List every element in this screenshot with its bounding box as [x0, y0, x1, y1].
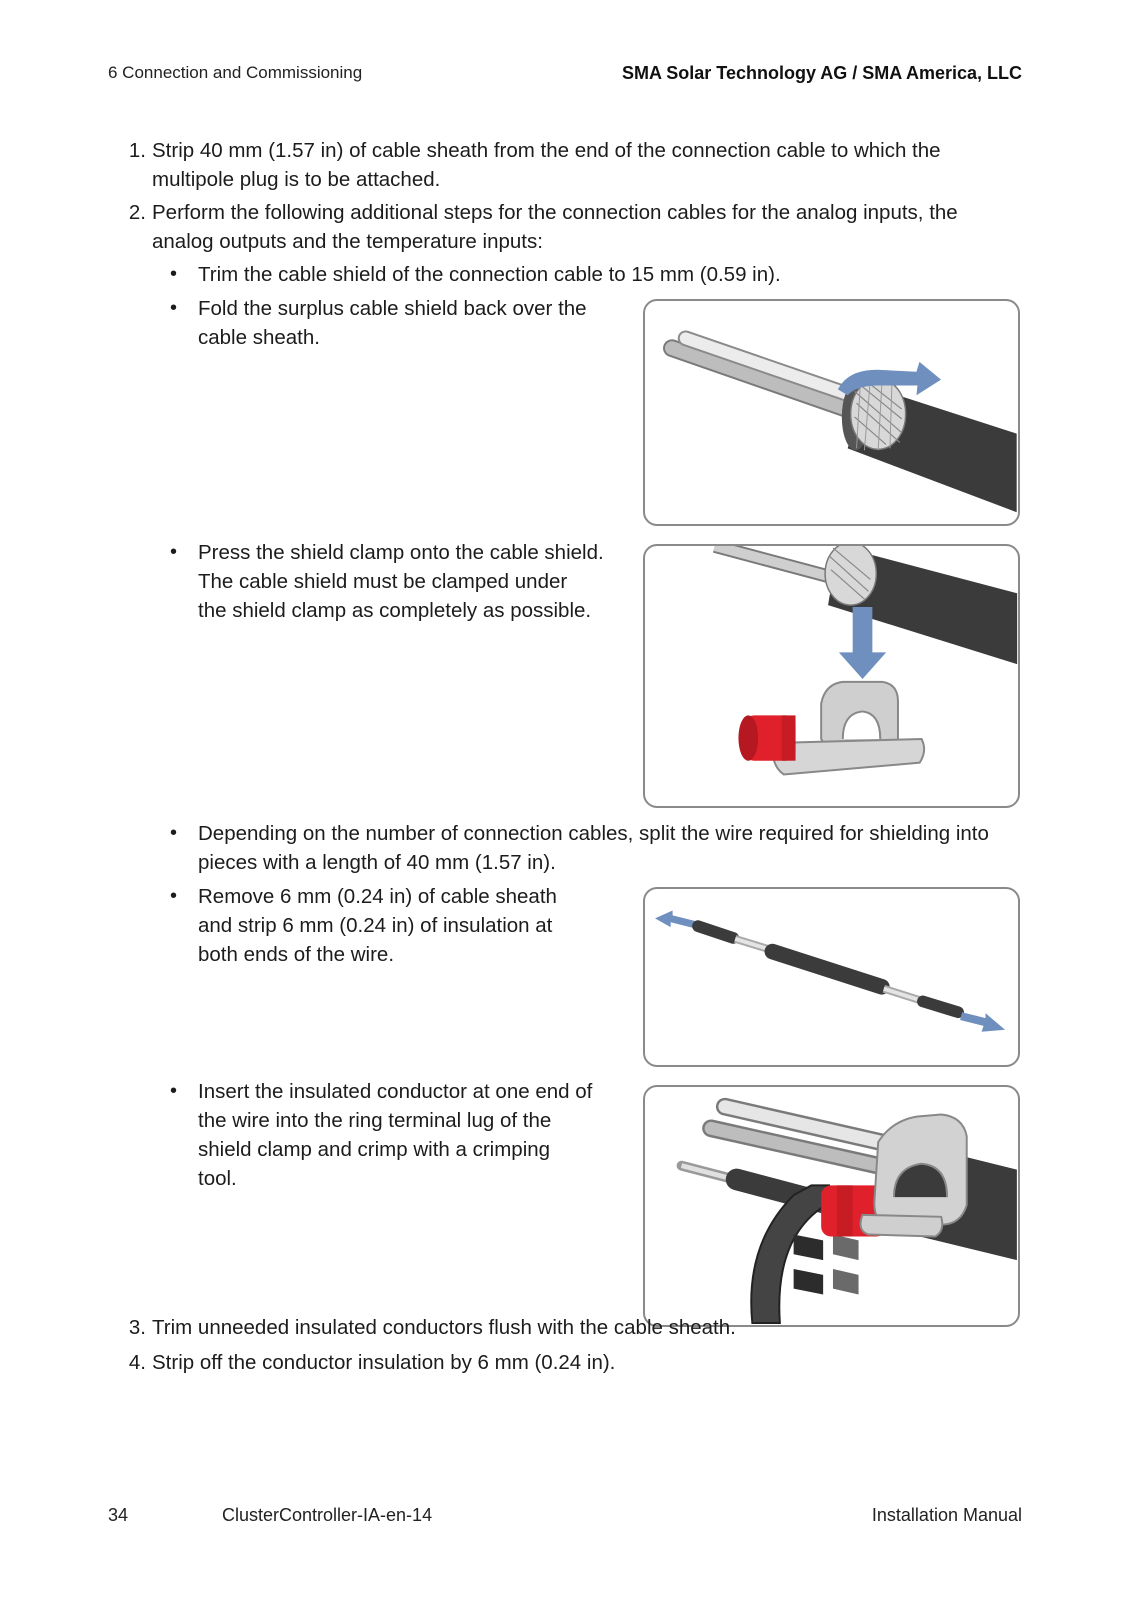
bullet-marker: • — [170, 263, 178, 285]
step-3-number: 3. — [128, 1316, 146, 1339]
header-company-name: SMA Solar Technology AG / SMA America, LLC — [621, 63, 1022, 83]
figure-fold-shield — [643, 299, 1020, 526]
press-clamp-illustration — [645, 546, 1018, 806]
substep-trim-shield: Trim the cable shield of the connection cable to 15 mm (0.59 in). — [198, 263, 781, 286]
header-section-title: 6 Connection and Commissioning — [108, 63, 363, 82]
step-4-text: Strip off the conductor insulation by 6 mm (0.24 in). — [152, 1351, 616, 1374]
bullet-marker: • — [170, 822, 178, 844]
step-1-text: Strip 40 mm (1.57 in) of cable sheath from the end of the connection cable to which the multipole plug is to be attached. — [152, 139, 941, 191]
bullet-marker: • — [170, 541, 178, 563]
figure-strip-wire — [643, 887, 1020, 1067]
strip-wire-illustration — [645, 889, 1018, 1065]
footer-document-id: ClusterController-IA-en-14 — [222, 1505, 433, 1525]
substep-fold-shield: Fold the surplus cable shield back over the cable sheath. — [198, 297, 587, 349]
step-1-number: 1. — [128, 139, 146, 162]
substep-press-clamp: Press the shield clamp onto the cable shield. The cable shield must be clamped under the shield clamp as completely as possible. — [198, 541, 604, 622]
step-4-number: 4. — [128, 1351, 146, 1374]
bullet-marker: • — [170, 297, 178, 319]
substep-remove-sheath: Remove 6 mm (0.24 in) of cable sheath and strip 6 mm (0.24 in) of insulation at both ends of the wire. — [198, 885, 557, 966]
substep-insert-conductor: Insert the insulated conductor at one end of the wire into the ring terminal lug of the shield clamp and crimp with a crimping tool. — [198, 1080, 593, 1190]
bullet-marker: • — [170, 885, 178, 907]
footer-document-type: Installation Manual — [871, 1505, 1022, 1525]
step-3-text: Trim unneeded insulated conductors flush with the cable sheath. — [152, 1316, 736, 1339]
footer-page-number: 34 — [108, 1505, 129, 1525]
substep-split-wire: Depending on the number of connection cables, split the wire required for shielding into pieces with a length of 40 mm (1.57 in). — [198, 822, 989, 874]
step-2-number: 2. — [128, 201, 146, 224]
bullet-marker: • — [170, 1080, 178, 1102]
figure-crimp-lug — [643, 1085, 1020, 1327]
crimp-lug-illustration — [645, 1087, 1018, 1325]
step-2-text: Perform the following additional steps for the connection cables for the analog inputs, the analog outputs and the temperature inputs: — [152, 201, 958, 253]
figure-press-clamp — [643, 544, 1020, 808]
fold-shield-illustration — [645, 301, 1018, 524]
